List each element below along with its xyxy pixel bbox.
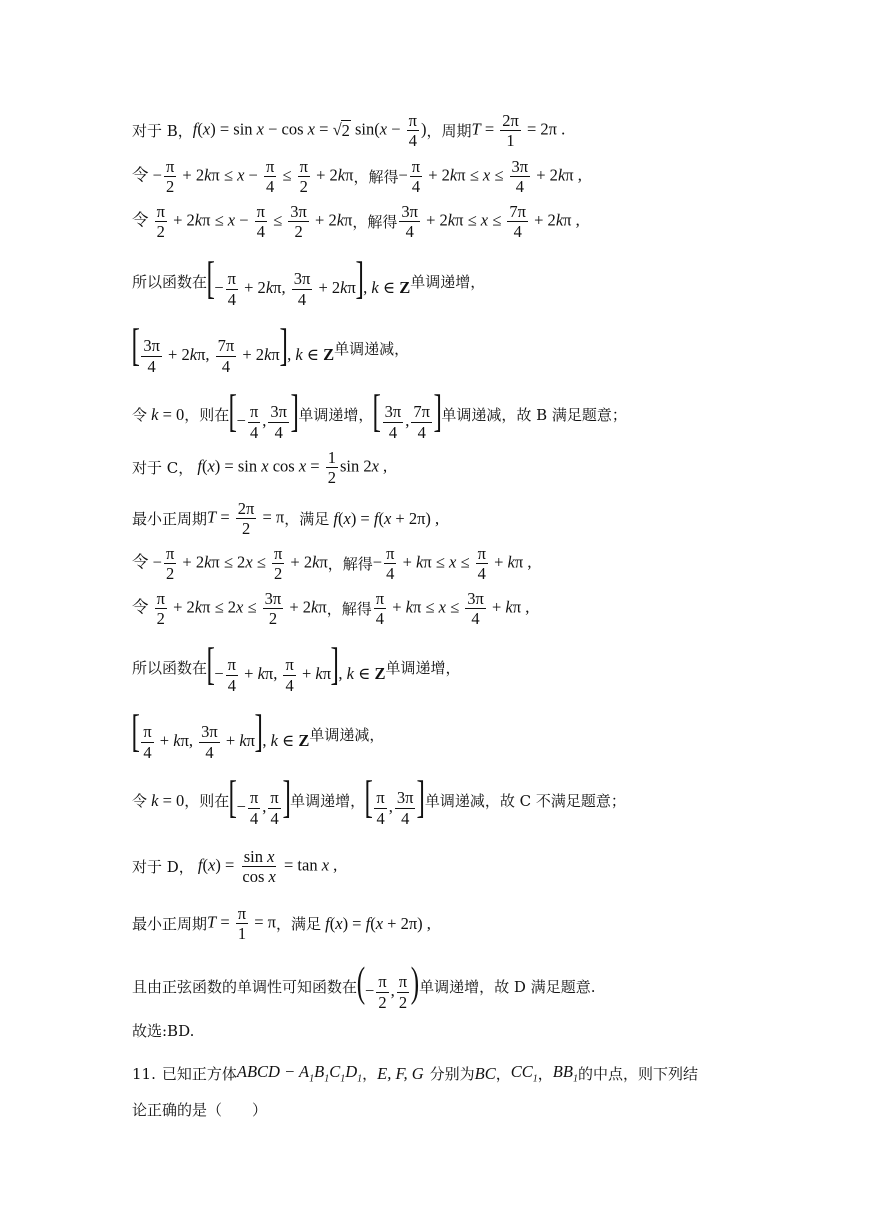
text-min-period: 最小正周期 xyxy=(132,509,208,528)
line-c-conclusion xyxy=(132,771,829,828)
line-d-period xyxy=(132,905,829,943)
text-satisfy: ，满足 xyxy=(284,509,330,528)
formula-b-inc-a: 令 − $\frac{\pi}{2}$ + 2kπ ≤ x − $\frac{\pi}{4}$ ≤ $\frac{\pi}{2}$ + 2kπ xyxy=(132,157,354,197)
line-c-increasing-interval xyxy=(132,638,829,695)
formula-d-interval: (− $\frac{\pi}{2}$ , $\frac{\pi}{2}$ ) xyxy=(356,960,420,1012)
formula-c-inc-b: − $\frac{\pi}{4}$ + kπ ≤ x ≤ $\frac{\pi}{4}$ + kπ , xyxy=(372,544,532,584)
text-d-conclusion: 单调递增，故 D 满足题意. xyxy=(419,977,596,996)
line-c-period xyxy=(132,500,829,538)
formula-c-periodic: f(x) = f(x + 2π) , xyxy=(333,508,440,528)
text-function-in: 所以函数在 xyxy=(132,272,208,291)
solve-label: ，解得 xyxy=(352,212,398,231)
formula-k-zero: k = 0 xyxy=(151,790,185,810)
text-b-conclusion: 单调递减，故 B 满足题意； xyxy=(441,405,627,424)
question-number: 11. xyxy=(132,1064,156,1083)
line-b-increasing-interval xyxy=(132,252,829,309)
formula-d-function: f(x) = $\frac{\text{sin x}}{\text{cos x}}$ = tan x , xyxy=(197,847,338,887)
text-increasing: 单调递增， xyxy=(385,658,461,677)
formula-c-inc-interval: [− $\frac{\pi}{4}$ + kπ, $\frac{\pi}{4}$ + kπ], k ∈ Z xyxy=(206,638,386,695)
formula-efg: E, F, G xyxy=(377,1063,424,1083)
formula-c-interval1: [− $\frac{\pi}{4}$ , $\frac{\pi}{4}$ ] xyxy=(228,771,291,828)
question-11-line2 xyxy=(132,1101,829,1119)
formula-b-function: f(x) = sin x − cos x = √ 2 sin(x − $\frac{\pi}{4}$ ) xyxy=(192,111,427,151)
formula-k-zero: k = 0 xyxy=(151,404,185,424)
formula-b-dec-interval: [ $\frac{3\pi}{4}$ + 2kπ, $\frac{7\pi}{4}$ + 2kπ], k ∈ Z xyxy=(131,319,335,376)
text-let: 令 xyxy=(132,405,148,424)
line-b-function xyxy=(132,112,829,150)
text-satisfy: ，满足 xyxy=(276,914,322,933)
text-then: ，则在 xyxy=(184,791,230,810)
formula-c-dec-b: $\frac{\pi}{4}$ + kπ ≤ x ≤ $\frac{3\pi}{4}$ + kπ , xyxy=(375,589,530,629)
formula-cube: ABCD − $A_1B_1C_1D_1$ xyxy=(236,1062,363,1085)
line-c-increase-condition xyxy=(132,545,829,583)
text-decreasing: 单调递减， xyxy=(334,339,410,358)
text-let: 令 xyxy=(132,791,148,810)
formula-b-inc-interval: [− $\frac{\pi}{4}$ + 2kπ, $\frac{3\pi}{4}$ + 2kπ], k ∈ Z xyxy=(206,252,411,309)
formula-c-function: f(x) = sin x cos x = $\frac{1}{2}$ sin 2x , xyxy=(197,448,388,488)
text-increasing: 单调递增， xyxy=(410,272,486,291)
formula-b-interval2: [ $\frac{3\pi}{4}$ , $\frac{7\pi}{4}$ ] xyxy=(372,385,442,442)
line-b-increase-condition xyxy=(132,158,829,196)
label-c: 对于 C， xyxy=(132,458,194,477)
solve-label: ，解得 xyxy=(326,599,372,618)
question-text3: 的中点，则下列结 xyxy=(577,1064,698,1083)
formula-c-dec-a: 令 $\frac{\pi}{2}$ + 2kπ ≤ 2x ≤ $\frac{3\pi}{2}$ + 2kπ xyxy=(132,589,327,629)
line-c-decrease-condition xyxy=(132,590,829,628)
line-c-function xyxy=(132,449,829,487)
question-text4: 论正确的是（ ） xyxy=(132,1101,268,1119)
line-d-function xyxy=(132,848,829,886)
solve-label: ，解得 xyxy=(353,167,399,186)
question-text2: 分别为 xyxy=(429,1064,475,1083)
formula-bb1: $BB_1$ xyxy=(552,1062,578,1085)
period-label: ，周期 xyxy=(426,121,472,140)
solve-label: ，解得 xyxy=(327,554,373,573)
label-d: 对于 D， xyxy=(132,857,194,876)
formula-c-period: T = $\frac{2\pi}{2}$ = π xyxy=(207,499,285,539)
text-then: ，则在 xyxy=(184,405,230,424)
formula-b-dec-b: $\frac{3\pi}{4}$ + 2kπ ≤ x ≤ $\frac{7\pi}{4}$ + 2kπ , xyxy=(401,202,580,242)
formula-b-inc-b: − $\frac{\pi}{4}$ + 2kπ ≤ x ≤ $\frac{3\pi}{4}$ + 2kπ , xyxy=(398,157,582,197)
text-c-conclusion: 单调递减，故 C 不满足题意； xyxy=(424,791,626,810)
formula-b-interval1: [− $\frac{\pi}{4}$ , $\frac{3\pi}{4}$ ] xyxy=(228,385,299,442)
formula-c-interval2: [ $\frac{\pi}{4}$ , $\frac{3\pi}{4}$ ] xyxy=(364,771,426,828)
text-function-in: 所以函数在 xyxy=(132,658,208,677)
answer-text: 故选:BD. xyxy=(132,1022,195,1040)
formula-c-inc-a: 令 − $\frac{\pi}{2}$ + 2kπ ≤ 2x ≤ $\frac{\pi}{2}$ + 2kπ xyxy=(132,544,328,584)
line-b-decrease-condition xyxy=(132,203,829,241)
formula-d-periodic: f(x) = f(x + 2π) , xyxy=(325,913,431,933)
text-decreasing: 单调递减， xyxy=(309,725,385,744)
formula-bc: BC xyxy=(474,1063,496,1083)
text-inc: 单调递增， xyxy=(290,791,366,810)
text-min-period: 最小正周期 xyxy=(132,914,208,933)
line-b-conclusion xyxy=(132,385,829,442)
formula-b-dec-a: 令 $\frac{\pi}{2}$ + 2kπ ≤ x − $\frac{\pi}{4}$ ≤ $\frac{3\pi}{2}$ + 2kπ xyxy=(132,202,353,242)
question-11-line1: 11. 已知正方体 ABCD − $A_1B_1C_1D_1$ ， E, F, G 分别为 BC ， $CC_1$ ， $BB_1$ 的中点，则下列结 xyxy=(132,1062,698,1085)
line-c-decreasing-interval xyxy=(131,705,829,762)
formula-cc1: $CC_1$ xyxy=(510,1062,538,1085)
formula-b-period: T = $\frac{2\pi}{1}$ = 2π . xyxy=(471,111,566,151)
line-answer xyxy=(132,1022,829,1040)
line-b-decreasing-interval xyxy=(131,319,829,376)
label-b: 对于 B， xyxy=(132,121,193,140)
formula-d-period: T = $\frac{\pi}{1}$ = π xyxy=(207,904,276,944)
formula-c-dec-interval: [ $\frac{\pi}{4}$ + kπ, $\frac{3\pi}{4}$ + kπ], k ∈ Z xyxy=(131,705,310,762)
line-d-conclusion xyxy=(132,962,829,1011)
question-text1: 已知正方体 xyxy=(161,1064,237,1083)
text-inc: 单调递增， xyxy=(298,405,374,424)
text-d-monotonic: 且由正弦函数的单调性可知函数在 xyxy=(132,977,358,996)
